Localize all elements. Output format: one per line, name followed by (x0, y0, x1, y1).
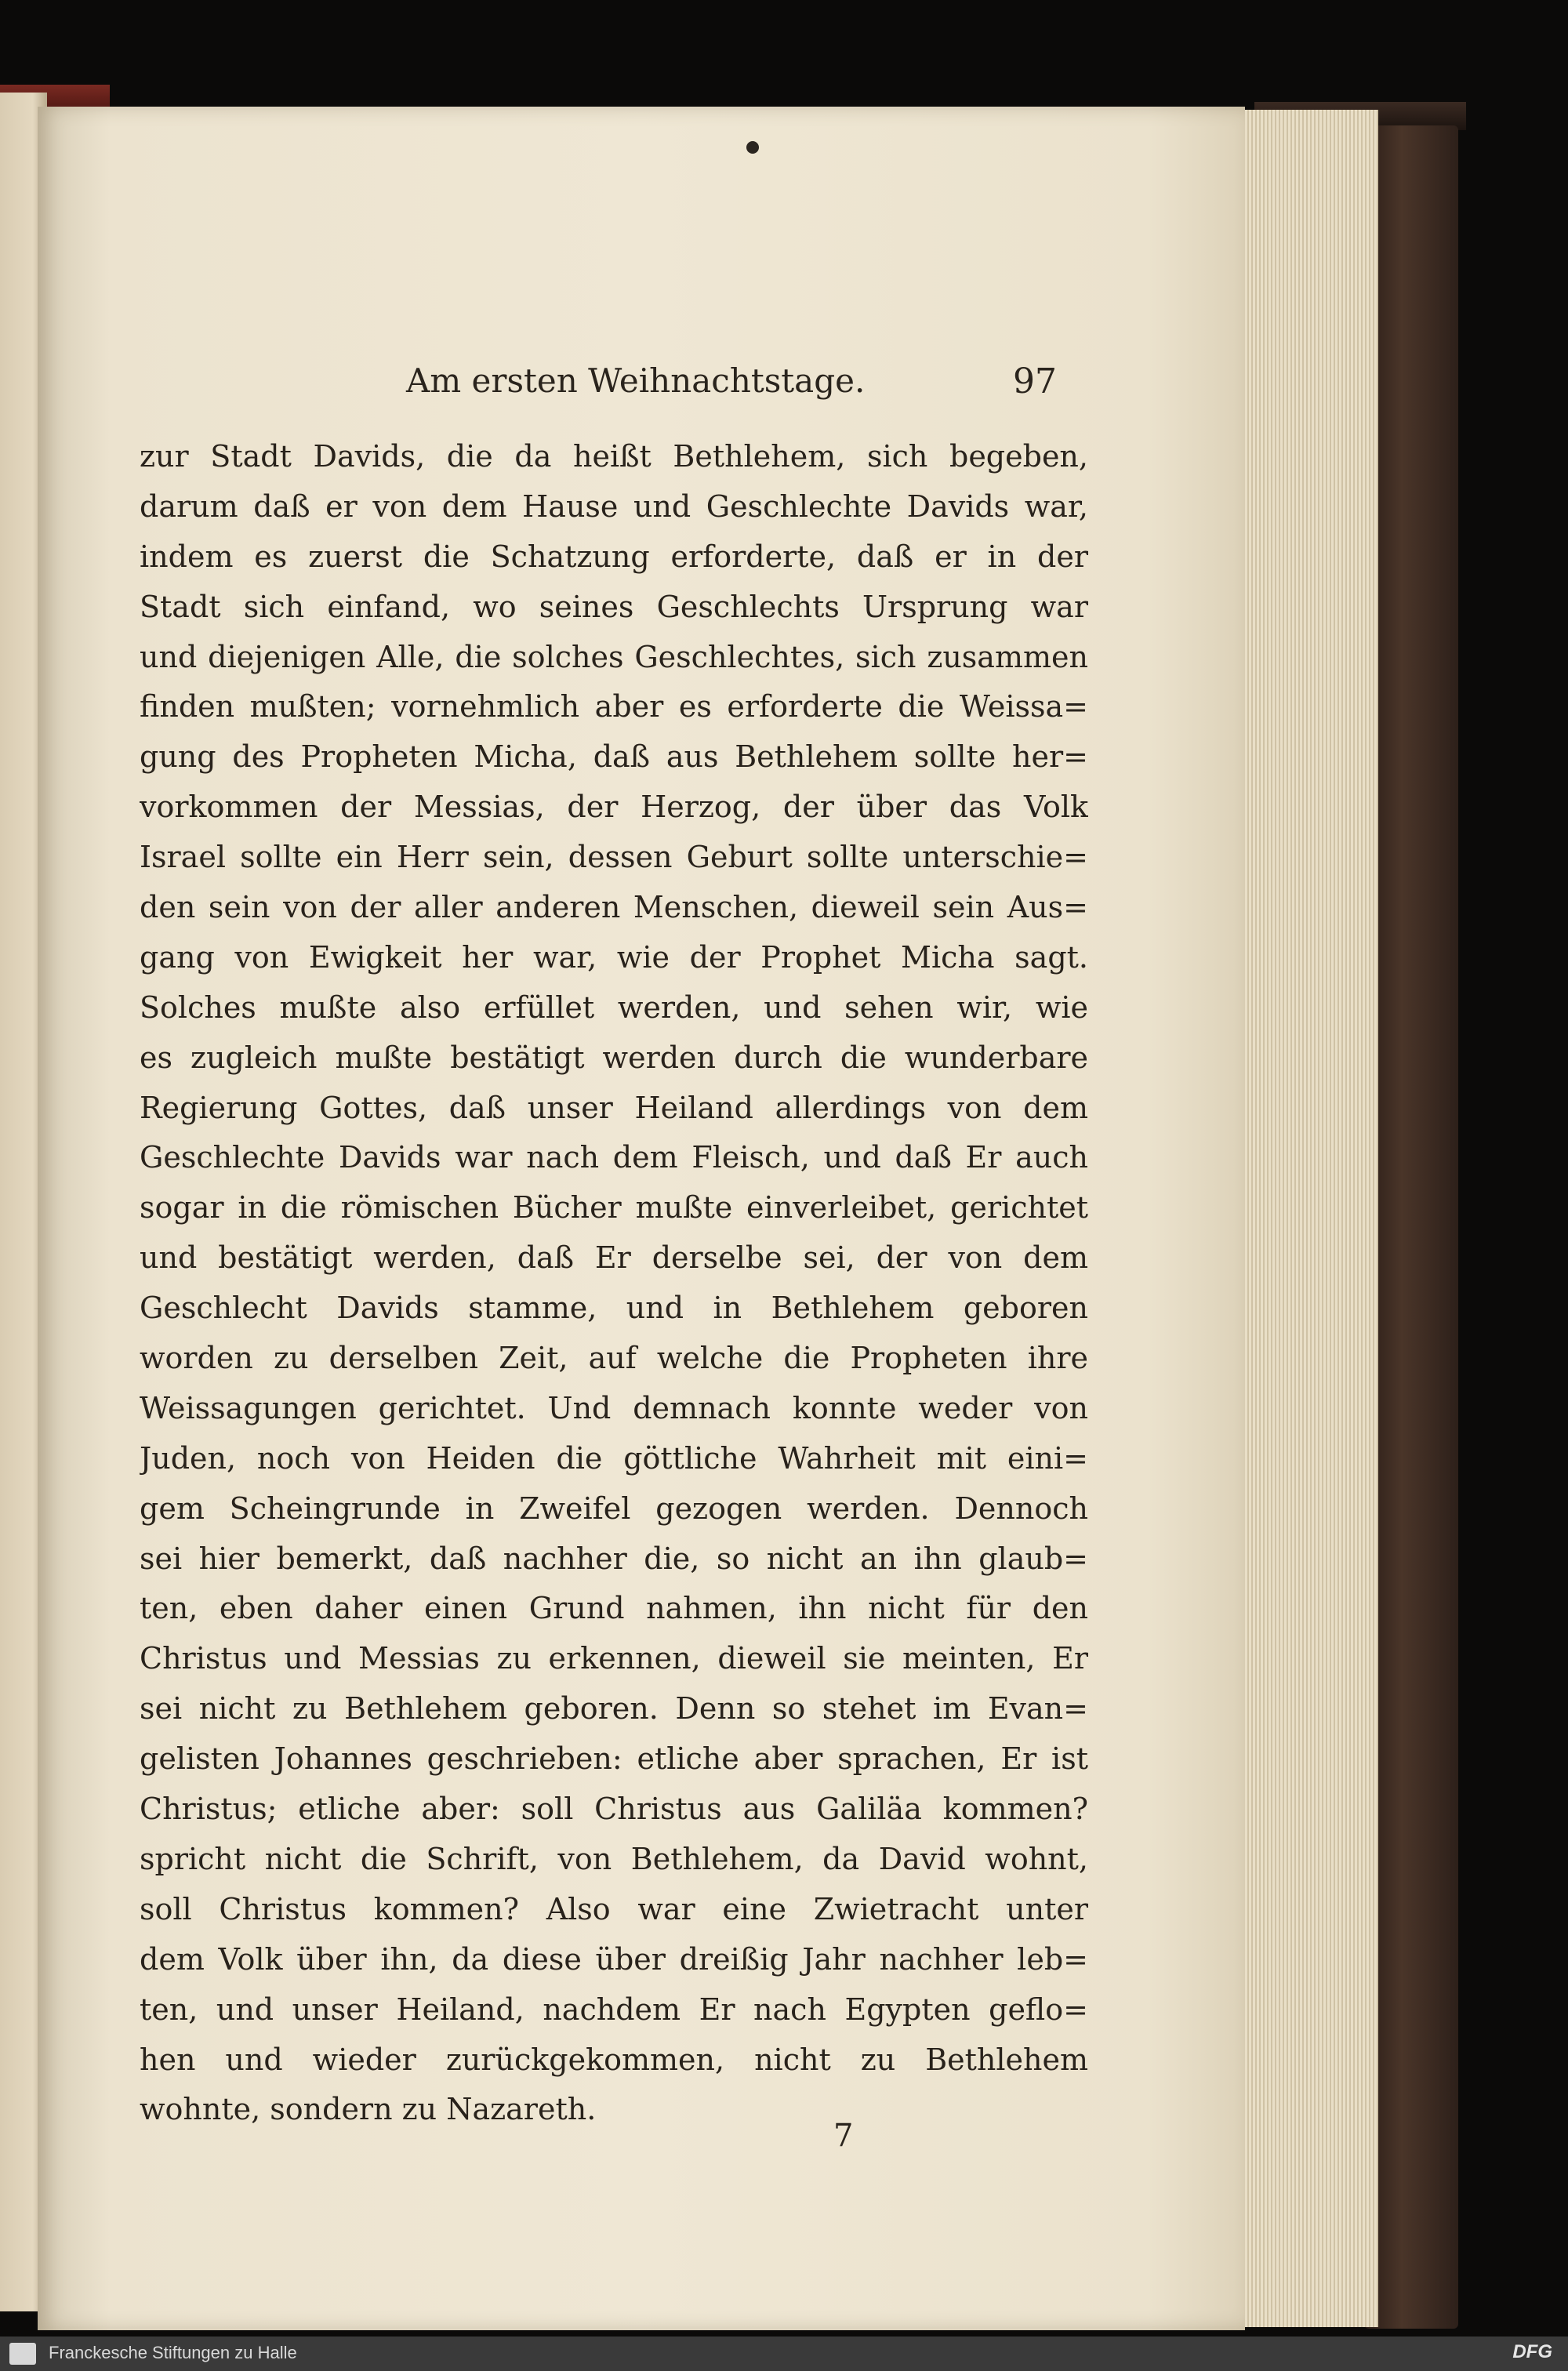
text-line: den sein von der aller anderen Menschen, dieweil sein Aus= (140, 890, 1088, 925)
text-line: soll Christus kommen? Also war eine Zwietracht unter (140, 1891, 1088, 1926)
text-line: gung des Propheten Micha, daß aus Bethlehem sollte her= (140, 739, 1088, 775)
text-line: ten, eben daher einen Grund nahmen, ihn nicht für den (140, 1591, 1088, 1626)
text-line: Weissagungen gerichtet. Und demnach konnte weder von (140, 1390, 1088, 1425)
page-block-edge (1245, 110, 1378, 2327)
text-line: Geschlecht Davids stamme, und in Bethlehem geboren (140, 1291, 1088, 1326)
text-line: Christus; etliche aber: soll Christus aus Galiläa kommen? (140, 1792, 1088, 1827)
text-line: und diejenigen Alle, die solches Geschlechtes, sich zusammen (140, 639, 1088, 674)
text-line: darum daß er von dem Hause und Geschlechte Davids war, (140, 488, 1088, 524)
text-line: ten, und unser Heiland, nachdem Er nach Egypten geflo= (140, 1992, 1088, 2027)
text-line: gelisten Johannes geschrieben: etliche aber sprachen, Er ist (140, 1741, 1088, 1777)
institution-name: Franckesche Stiftungen zu Halle (49, 2343, 297, 2362)
text-line: Stadt sich einfand, wo seines Geschlechts Ursprung war (140, 589, 1088, 624)
text-line: Juden, noch von Heiden die göttliche Wahrheit mit eini= (140, 1440, 1088, 1476)
body-text (140, 432, 1088, 2135)
text-line: sogar in die römischen Bücher mußte einverleibet, gerichtet (140, 1190, 1088, 1225)
text-line: sei hier bemerkt, daß nachher die, so nicht an ihn glaub= (140, 1541, 1088, 1576)
ink-spot (746, 141, 759, 154)
running-head (38, 361, 1245, 408)
running-head-title: Am ersten Weihnachtstage. (406, 361, 866, 400)
book-page (38, 107, 1245, 2330)
text-line: worden zu derselben Zeit, auf welche die Propheten ihre (140, 1341, 1088, 1376)
text-line: indem es zuerst die Schatzung erforderte, daß er in der (140, 539, 1088, 574)
text-line: Geschlechte Davids war nach dem Fleisch, und daß Er auch (140, 1140, 1088, 1175)
text-line: und bestätigt werden, daß Er derselbe sei, der von dem (140, 1240, 1088, 1276)
page-number: 97 (1013, 361, 1057, 401)
dfg-logo: DFG (1512, 2341, 1552, 2362)
leather-cover (1364, 125, 1458, 2329)
text-line: dem Volk über ihn, da diese über dreißig Jahr nachher leb= (140, 1941, 1088, 1977)
text-line: finden mußten; vornehmlich aber es erforderte die Weissa= (140, 689, 1088, 724)
text-line: hen und wieder zurückgekommen, nicht zu Bethlehem (140, 2042, 1088, 2077)
text-line: gem Scheingrunde in Zweifel gezogen werden. Dennoch (140, 1490, 1088, 1526)
text-line: Christus und Messias zu erkennen, dieweil sie meinten, Er (140, 1641, 1088, 1676)
text-line: vorkommen der Messias, der Herzog, der über das Volk (140, 790, 1088, 825)
text-line: gang von Ewigkeit her war, wie der Prophet Micha sagt. (140, 939, 1088, 975)
signature-mark: 7 (833, 2118, 854, 2154)
text-line: Regierung Gottes, daß unser Heiland allerdings von dem (140, 1090, 1088, 1125)
text-line: Israel sollte ein Herr sein, dessen Geburt sollte unterschie= (140, 840, 1088, 875)
text-line: wohnte, sondern zu Nazareth. (140, 2092, 597, 2127)
text-line: Solches mußte also erfüllet werden, und sehen wir, wie (140, 989, 1088, 1025)
footer-bar (0, 2337, 1568, 2371)
text-line: spricht nicht die Schrift, von Bethlehem, da David wohnt, (140, 1841, 1088, 1876)
institution-logo-icon (9, 2343, 36, 2365)
text-line: sei nicht zu Bethlehem geboren. Denn so stehet im Evan= (140, 1691, 1088, 1727)
text-line: es zugleich mußte bestätigt werden durch die wunderbare (140, 1040, 1088, 1075)
text-line: zur Stadt Davids, die da heißt Bethlehem, sich begeben, (140, 439, 1088, 474)
